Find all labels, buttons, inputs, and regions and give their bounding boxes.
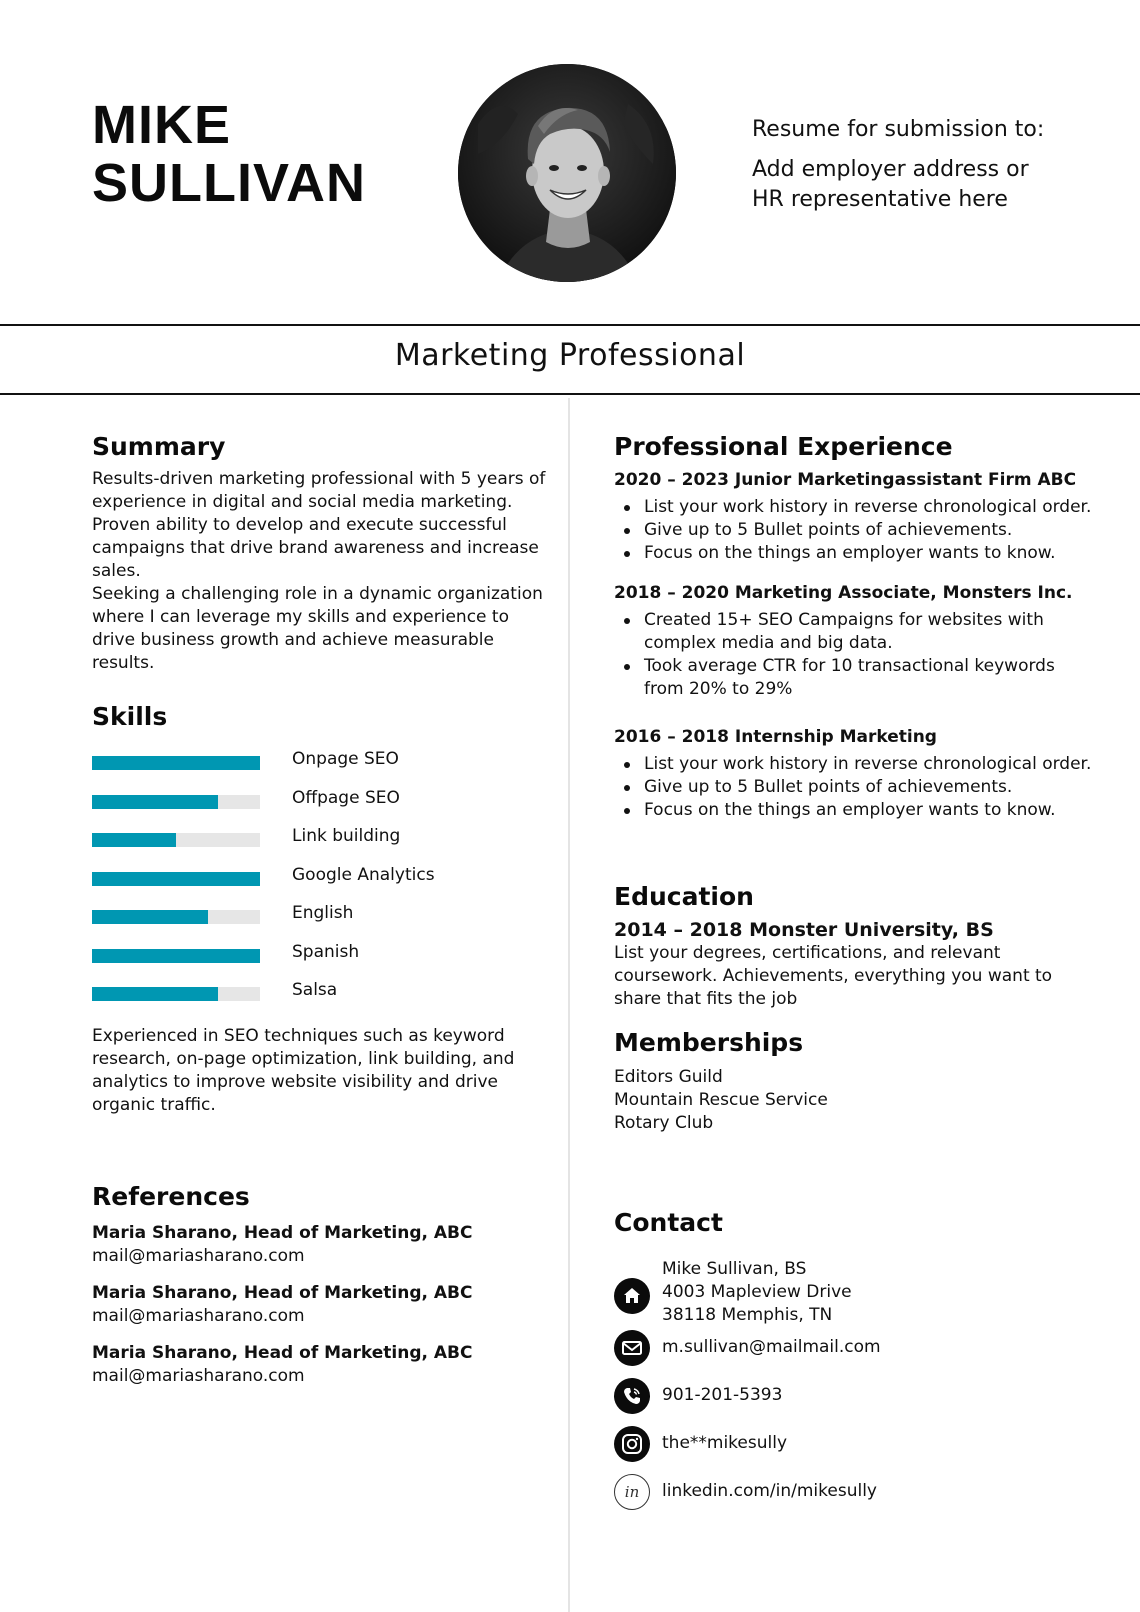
skill-bar-track [92, 949, 260, 963]
job-entry-title: 2016 – 2018 Internship Marketing [614, 727, 937, 747]
reference-email[interactable]: mail@mariasharano.com [92, 1306, 305, 1326]
skill-row [92, 819, 552, 858]
skill-row [92, 896, 552, 935]
job-bullet: List your work history in reverse chronological order. [614, 496, 1114, 519]
phone-icon [614, 1378, 650, 1414]
reference-name: Maria Sharano, Head of Marketing, ABC [92, 1223, 473, 1243]
contact-section [614, 1206, 1094, 1501]
job-entry [614, 468, 1114, 565]
skills-list [92, 742, 552, 1012]
skill-row [92, 935, 552, 974]
experience-heading: Professional Experience [614, 432, 953, 461]
education-title: 2014 – 2018 Monster University, BS [614, 919, 994, 941]
job-entry-title: 2020 – 2023 Junior Marketingassistant Firm ABC [614, 470, 1077, 490]
job-bullet: Focus on the things an employer wants to know. [614, 799, 1114, 822]
skill-bar-track [92, 795, 260, 809]
skill-label: Link building [292, 826, 401, 846]
email-text[interactable]: m.sullivan@mailmail.com [662, 1337, 881, 1357]
job-bullet: Give up to 5 Bullet points of achievements. [614, 776, 1114, 799]
contact-heading: Contact [614, 1208, 723, 1237]
submission-label: Resume for submission to: [752, 117, 1045, 142]
submission-block [752, 115, 1052, 215]
skill-label: Offpage SEO [292, 787, 400, 808]
instagram-text[interactable]: the**mikesully [662, 1433, 788, 1453]
skills-heading: Skills [92, 702, 168, 731]
skill-row [92, 858, 552, 897]
membership-item: Rotary Club [614, 1113, 714, 1133]
skill-bar-fill [92, 987, 218, 1001]
job-bullet: Took average CTR for 10 transactional keywords from 20% to 29% [614, 655, 1074, 701]
summary-paragraph-2: Seeking a challenging role in a dynamic organization where I can leverage my skills and experience to drive business growth and achieve measurable results. [92, 584, 543, 673]
linkedin-icon: in [614, 1474, 650, 1510]
skill-bar-fill [92, 949, 260, 963]
skill-label: English [292, 903, 354, 923]
skill-bar-fill [92, 910, 208, 924]
profile-photo [458, 64, 676, 282]
skill-label: Salsa [292, 980, 338, 1000]
references-section [92, 1180, 552, 1402]
job-bullet: Created 15+ SEO Campaigns for websites with complex media and big data. [614, 609, 1074, 655]
summary-paragraph-1: Results-driven marketing professional with 5 years of experience in digital and social media marketing. Proven ability to develop and execute successful campaigns that drive brand awareness and increase sales. [92, 469, 546, 581]
reference-item [92, 1282, 552, 1328]
skill-bar-fill [92, 872, 260, 886]
divider-bottom [0, 393, 1140, 395]
skills-section [92, 700, 552, 1012]
membership-item: Editors Guild [614, 1067, 723, 1087]
skill-row [92, 973, 552, 1012]
linkedin-text[interactable]: linkedin.com/in/mikesully [662, 1481, 877, 1501]
address-line: 4003 Mapleview Drive [662, 1282, 852, 1302]
experience-section [614, 430, 1114, 822]
address-line: 38118 Memphis, TN [662, 1305, 833, 1325]
skills-description: Experienced in SEO techniques such as keyword research, on-page optimization, link building, and analytics to improve website visibility and drive organic traffic. [92, 1026, 515, 1115]
skill-bar-fill [92, 756, 260, 770]
skill-bar-fill [92, 795, 218, 809]
skill-row [92, 781, 552, 820]
job-bullet: List your work history in reverse chronological order. [614, 753, 1114, 776]
skill-bar-track [92, 872, 260, 886]
skill-bar-track [92, 987, 260, 1001]
submission-address: Add employer address or HR representative here [752, 157, 1029, 212]
job-title: Marketing Professional [394, 338, 746, 373]
summary-section [92, 430, 552, 675]
job-entry [614, 581, 1114, 701]
summary-heading: Summary [92, 432, 226, 461]
job-bullet: Focus on the things an employer wants to know. [614, 542, 1114, 565]
last-name: SULLIVAN [92, 153, 366, 213]
home-icon [614, 1278, 650, 1314]
education-heading: Education [614, 882, 754, 911]
candidate-name [92, 96, 366, 212]
skill-bar-track [92, 910, 260, 924]
divider-top [0, 324, 1140, 326]
reference-name: Maria Sharano, Head of Marketing, ABC [92, 1343, 473, 1363]
membership-item: Mountain Rescue Service [614, 1090, 828, 1110]
address-line: Mike Sullivan, BS [662, 1259, 807, 1279]
first-name: MIKE [92, 95, 231, 155]
column-divider [568, 398, 570, 1612]
education-section [614, 880, 1094, 1011]
job-entry-title: 2018 – 2020 Marketing Associate, Monsters Inc. [614, 583, 1073, 603]
education-description: List your degrees, certifications, and relevant coursework. Achievements, everything you want to share that fits the job [614, 943, 1053, 1009]
skill-bar-fill [92, 833, 176, 847]
reference-email[interactable]: mail@mariasharano.com [92, 1246, 305, 1266]
phone-text[interactable]: 901-201-5393 [662, 1385, 783, 1405]
reference-name: Maria Sharano, Head of Marketing, ABC [92, 1283, 473, 1303]
job-bullet: Give up to 5 Bullet points of achievements. [614, 519, 1114, 542]
memberships-section [614, 1026, 1094, 1135]
skill-label: Google Analytics [292, 864, 435, 885]
reference-item [92, 1342, 552, 1388]
mail-icon [614, 1330, 650, 1366]
skill-label: Spanish [292, 941, 360, 962]
reference-item [92, 1222, 552, 1268]
job-entry [614, 725, 1114, 822]
skill-bar-track [92, 756, 260, 770]
memberships-heading: Memberships [614, 1028, 804, 1057]
reference-email[interactable]: mail@mariasharano.com [92, 1366, 305, 1386]
skill-bar-track [92, 833, 260, 847]
skill-row [92, 742, 552, 781]
instagram-icon [614, 1426, 650, 1462]
references-heading: References [92, 1182, 250, 1211]
skill-label: Onpage SEO [292, 749, 399, 769]
